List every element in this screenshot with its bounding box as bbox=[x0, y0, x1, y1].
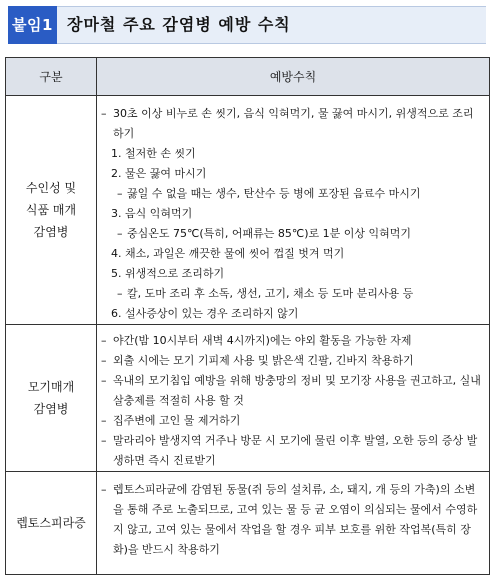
rule-item: 2. 물은 끓여 마시기 bbox=[111, 167, 207, 180]
category-line: 모기매개 bbox=[27, 380, 75, 394]
rule-item: – 외출 시에는 모기 기피제 사용 및 밝은색 긴팔, 긴바지 착용하기 bbox=[97, 351, 483, 371]
title-bar bbox=[57, 6, 486, 44]
rule-item: 3. 음식 익혀먹기 bbox=[111, 207, 193, 220]
category-line: 식품 매개 bbox=[25, 203, 77, 217]
rule-item: – 30초 이상 비누로 손 씻기, 음식 익혀먹기, 물 끓여 마시기, 위생적으로 조리하기 bbox=[97, 104, 489, 144]
table-row-waterborne bbox=[6, 96, 490, 325]
rule-item: 4. 채소, 과일은 깨끗한 물에 씻어 껍질 벗겨 먹기 bbox=[111, 247, 345, 260]
category-leptospirosis bbox=[6, 472, 97, 575]
rules-waterborne bbox=[97, 96, 490, 325]
table-row-mosquito bbox=[6, 325, 490, 472]
category-line: 감염병 bbox=[33, 402, 69, 416]
rule-subitem: – 중심온도 75℃(특히, 어패류는 85℃)로 1분 이상 익혀먹기 bbox=[97, 224, 489, 244]
rule-subitem: – 칼, 도마 조리 후 소독, 생선, 고기, 채소 등 도마 분리사용 등 bbox=[97, 284, 489, 304]
rule-item: – 집주변에 고인 물 제거하기 bbox=[97, 411, 483, 431]
category-line: 감염병 bbox=[33, 225, 69, 239]
rules-mosquito bbox=[97, 325, 490, 472]
prevention-table bbox=[5, 57, 490, 575]
page-title: 장마철 주요 감염병 예방 수칙 bbox=[67, 15, 291, 34]
rule-item: 6. 설사증상이 있는 경우 조리하지 않기 bbox=[111, 307, 299, 320]
table-row-leptospirosis bbox=[6, 472, 490, 575]
table-header-row bbox=[6, 58, 490, 96]
rule-item: – 렙토스피라균에 감염된 동물(쥐 등의 설치류, 소, 돼지, 개 등의 가축)의 소변을 통해 주로 노출되므로, 고여 있는 물 등 균 오염이 의심되는 물에서 수영하지 않고, 고여 있는 물에서 작업을 할 경우 피부 보호를 위한 작업복(특히 장화)을 반드시 착용하기 bbox=[97, 480, 483, 560]
rule-item: – 말라리아 발생지역 거주나 방문 시 모기에 물린 이후 발열, 오한 등의 증상 발생하면 즉시 진료받기 bbox=[97, 431, 483, 471]
category-line: 렙토스피라증 bbox=[16, 516, 86, 530]
header-category: 구분 bbox=[6, 58, 97, 96]
rule-item: – 야간(밤 10시부터 새벽 4시까지)에는 야외 활동을 가능한 자제 bbox=[97, 331, 483, 351]
header-bar bbox=[8, 6, 486, 44]
category-waterborne bbox=[6, 96, 97, 325]
header-rules: 예방수칙 bbox=[97, 58, 490, 96]
rules-leptospirosis bbox=[97, 472, 490, 575]
attachment-badge: 붙임1 bbox=[8, 6, 57, 44]
category-mosquito bbox=[6, 325, 97, 472]
rule-subitem: – 끓일 수 없을 때는 생수, 탄산수 등 병에 포장된 음료수 마시기 bbox=[97, 184, 489, 204]
rule-item: – 옥내의 모기침입 예방을 위해 방충망의 정비 및 모기장 사용을 권고하고, 실내 살충제를 적절히 사용 할 것 bbox=[97, 371, 483, 411]
category-line: 수인성 및 bbox=[25, 181, 77, 195]
rule-item: 5. 위생적으로 조리하기 bbox=[111, 267, 225, 280]
rule-item: 1. 철저한 손 씻기 bbox=[111, 147, 196, 160]
